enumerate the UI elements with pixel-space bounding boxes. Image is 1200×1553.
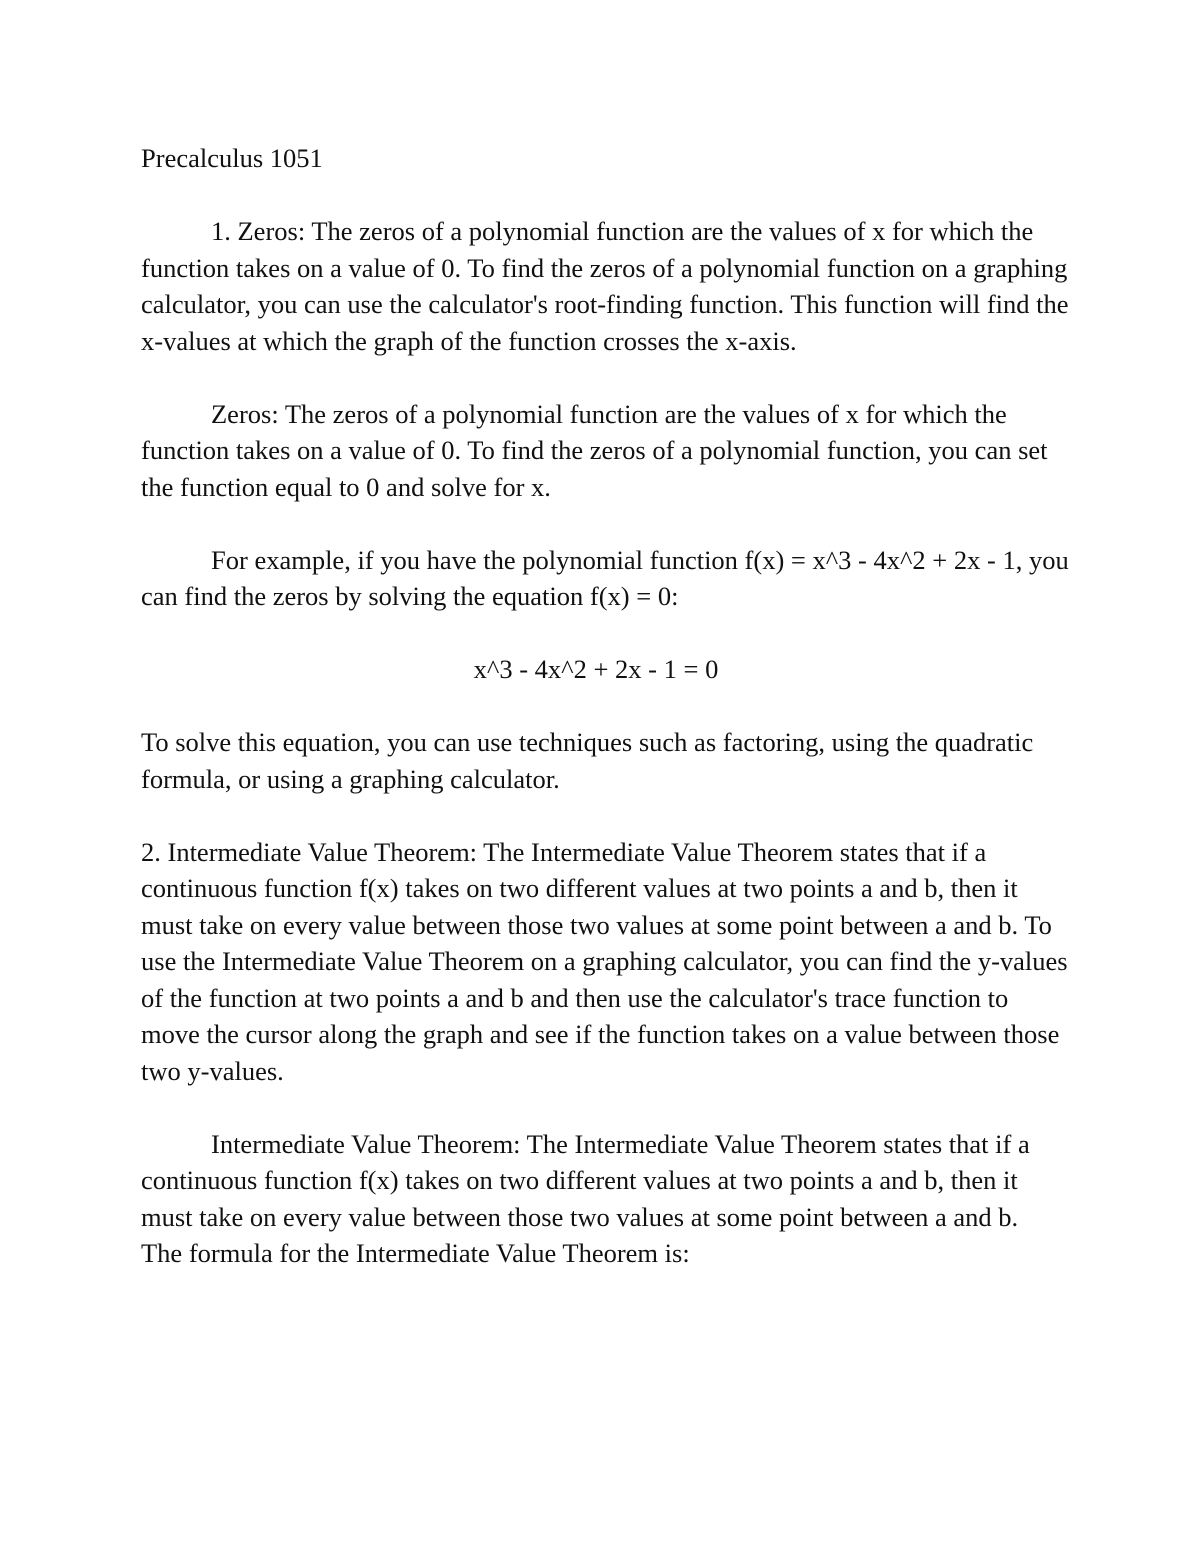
paragraph-zeros-example: For example, if you have the polynomial function f(x) = x^3 - 4x^2 + 2x - 1, you can find the zeros by solving the equation f(x) = 0:: [141, 544, 1069, 611]
paragraph-ivt-definition: Intermediate Value Theorem: The Intermediate Value Theorem states that if a continuous function f(x) takes on two different values at two points a and b, then it must take on every value between those two values at some point between a and b.: [141, 1128, 1030, 1232]
equation: x^3 - 4x^2 + 2x - 1 = 0: [473, 654, 719, 684]
paragraph-zeros-definition: Zeros: The zeros of a polynomial function are the values of x for which the function takes on a value of 0. To find the zeros of a polynomial function, you can set the function equal to 0 and solve for x.: [141, 398, 1048, 502]
paragraph-solve-techniques: To solve this equation, you can use techniques such as factoring, using the quadratic formula, or using a graphing calculator.: [141, 727, 1034, 794]
paragraph-ivt-formula-intro: The formula for the Intermediate Value Theorem is:: [141, 1238, 690, 1268]
paragraph-zeros-calculator: 1. Zeros: The zeros of a polynomial function are the values of x for which the function takes on a value of 0. To find the zeros of a polynomial function on a graphing calculator, you can use the calculator's root-finding function. This function will find the x-values at which the graph of the function crosses the x-axis.: [141, 216, 1069, 356]
document-body: [141, 140, 1071, 1272]
document-title: Precalculus 1051: [141, 143, 323, 173]
paragraph-ivt-calculator: 2. Intermediate Value Theorem: The Intermediate Value Theorem states that if a continuous function f(x) takes on two different values at two points a and b, then it must take on every value between those two values at some point between a and b. To use the Intermediate Value Theorem on a graphing calculator, you can find the y-values of the function at two points a and b and then use the calculator's trace function to move the cursor along the graph and see if the function takes on a value between those two y-values.: [141, 836, 1068, 1086]
